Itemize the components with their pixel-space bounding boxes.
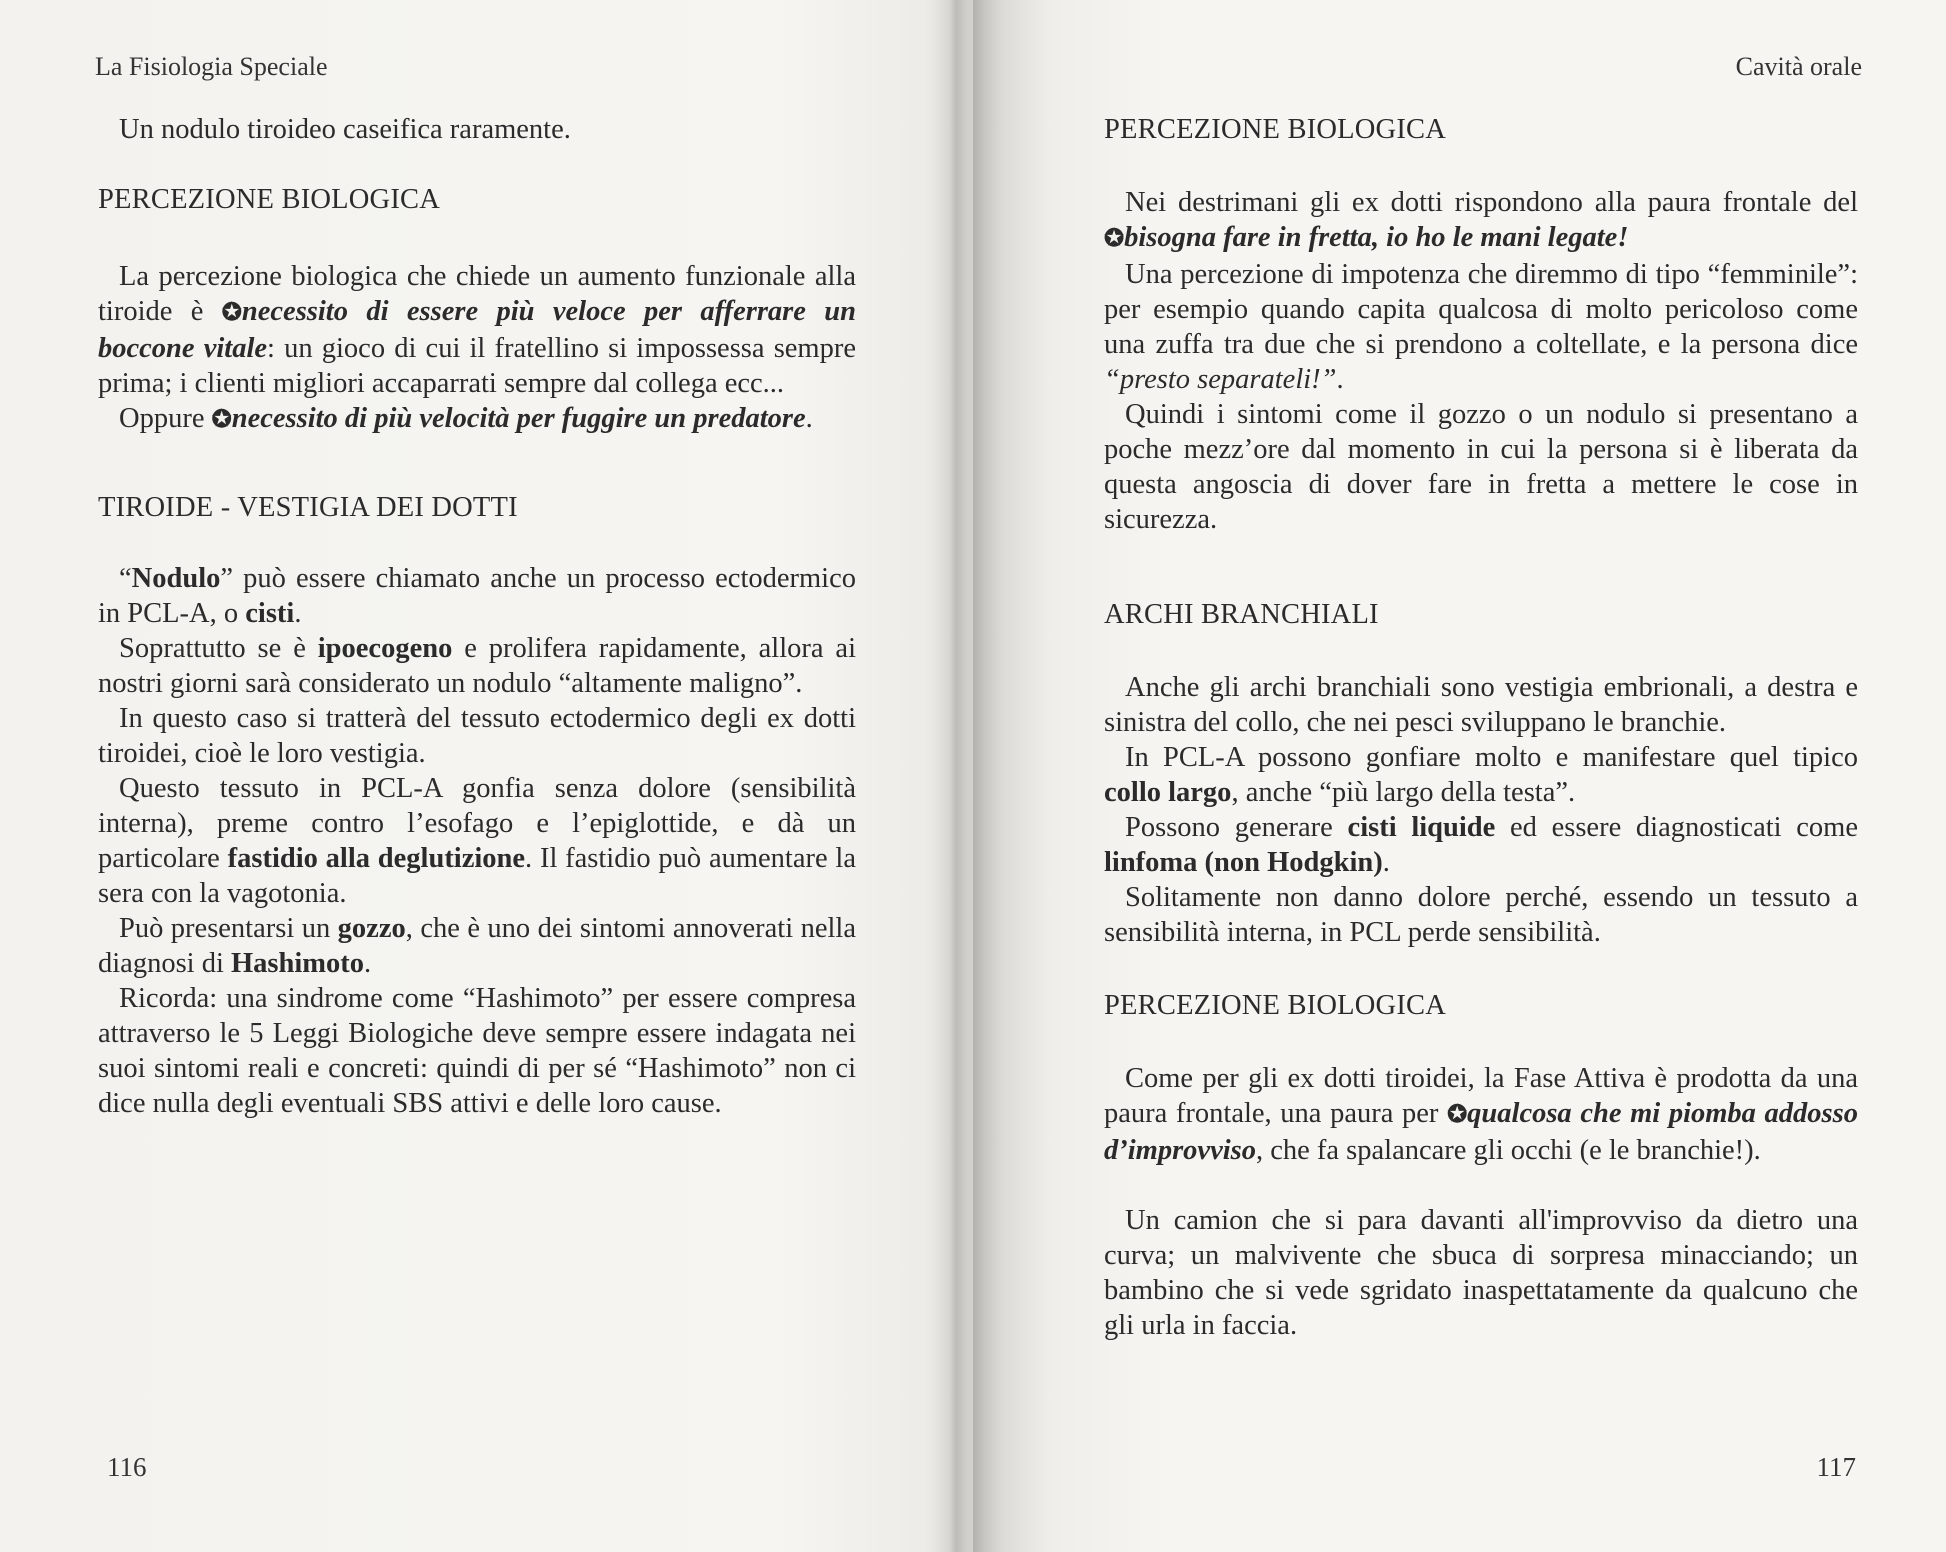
paragraph: Quindi i sintomi come il gozzo o un nodulo si presentano a poche mezz’ore dal momento in cui la persona si è liberata da questa angoscia di dover fare in fretta a mettere le cose in sicurezza. — [1104, 399, 1858, 535]
paragraph: Ricorda: una sindrome come “Hashimoto” per essere compresa attraverso le 5 Leggi Biologiche deve sempre essere indagata nei suoi sintomi reali e concreti: quindi di per sé “Hashimoto” non ci dice nulla degli eventuali SBS attivi e delle loro cause. — [98, 983, 856, 1119]
paragraph: Questo tessuto in PCL-A gonfia senza dolore (sensibilità interna), preme contro l’esofago e l’epiglottide, e dà un particolare fastidio alla deglutizione. Il fastidio può aumentare la sera con la vagotonia. — [98, 773, 856, 909]
star-icon: ✪ — [1447, 1102, 1468, 1128]
paragraph: “Nodulo” può essere chiamato anche un processo ectodermico in PCL-A, o cisti. — [98, 563, 856, 629]
left-page-body — [98, 112, 856, 1121]
paragraph: Nei destrimani gli ex dotti rispondono alla paura frontale del ✪bisogna fare in fretta, io ho le mani legate! — [1104, 187, 1858, 253]
paragraph: In questo caso si tratterà del tessuto ectodermico degli ex dotti tiroidei, cioè le loro vestigia. — [98, 703, 856, 769]
paragraph: In PCL-A possono gonfiare molto e manifestare quel tipico collo largo, anche “più largo della testa”. — [1104, 742, 1858, 808]
running-head: Cavità orale — [1735, 52, 1862, 81]
paragraph: Soprattutto se è ipoecogeno e prolifera rapidamente, allora ai nostri giorni sarà considerato un nodulo “altamente maligno”. — [98, 633, 856, 699]
page-number: 117 — [1816, 1452, 1856, 1482]
star-icon: ✪ — [221, 300, 242, 326]
section-heading: PERCEZIONE BIOLOGICA — [1104, 990, 1447, 1021]
page-number: 116 — [107, 1452, 147, 1482]
star-icon: ✪ — [211, 407, 232, 433]
intro-line: Un nodulo tiroideo caseifica raramente. — [119, 114, 571, 145]
right-page-body — [1104, 112, 1858, 1343]
section-heading: ARCHI BRANCHIALI — [1104, 599, 1379, 630]
section-heading: PERCEZIONE BIOLOGICA — [1104, 114, 1447, 145]
paragraph: Può presentarsi un gozzo, che è uno dei sintomi annoverati nella diagnosi di Hashimoto. — [98, 913, 856, 979]
paragraph: Oppure ✪necessito di più velocità per fuggire un predatore. — [119, 403, 813, 434]
paragraph: Possono generare cisti liquide ed essere diagnosticati come linfoma (non Hodgkin). — [1104, 812, 1858, 878]
section-heading: PERCEZIONE BIOLOGICA — [98, 184, 441, 215]
paragraph: Solitamente non danno dolore perché, essendo un tessuto a sensibilità interna, in PCL perde sensibilità. — [1104, 882, 1858, 948]
paragraph: Una percezione di impotenza che diremmo di tipo “femminile”: per esempio quando capita qualcosa di molto pericoloso come una zuffa tra due che si prendono a coltellate, e la persona dice “presto separateli!”. — [1104, 259, 1858, 395]
running-head: La Fisiologia Speciale — [95, 52, 328, 81]
paragraph: Come per gli ex dotti tiroidei, la Fase Attiva è prodotta da una paura frontale, una paura per ✪qualcosa che mi piomba addosso d’improvviso, che fa spalancare gli occhi (e le branchie!). — [1104, 1063, 1858, 1166]
section-heading: TIROIDE - VESTIGIA DEI DOTTI — [98, 492, 518, 523]
paragraph: Anche gli archi branchiali sono vestigia embrionali, a destra e sinistra del collo, che nei pesci sviluppano le branchie. — [1104, 672, 1858, 738]
paragraph: La percezione biologica che chiede un aumento funzionale alla tiroide è ✪necessito di essere più veloce per afferrare un boccone vitale: un gioco di cui il fratellino si impossessa sempre prima; i clienti migliori accaparrati sempre dal collega ecc... — [98, 261, 856, 399]
star-icon: ✪ — [1104, 226, 1125, 252]
paragraph: Un camion che si para davanti all'improvviso da dietro una curva; un malvivente che sbuca di sorpresa minacciando; un bambino che si vede sgridato inaspettatamente da qualcuno che gli urla in faccia. — [1104, 1205, 1858, 1341]
